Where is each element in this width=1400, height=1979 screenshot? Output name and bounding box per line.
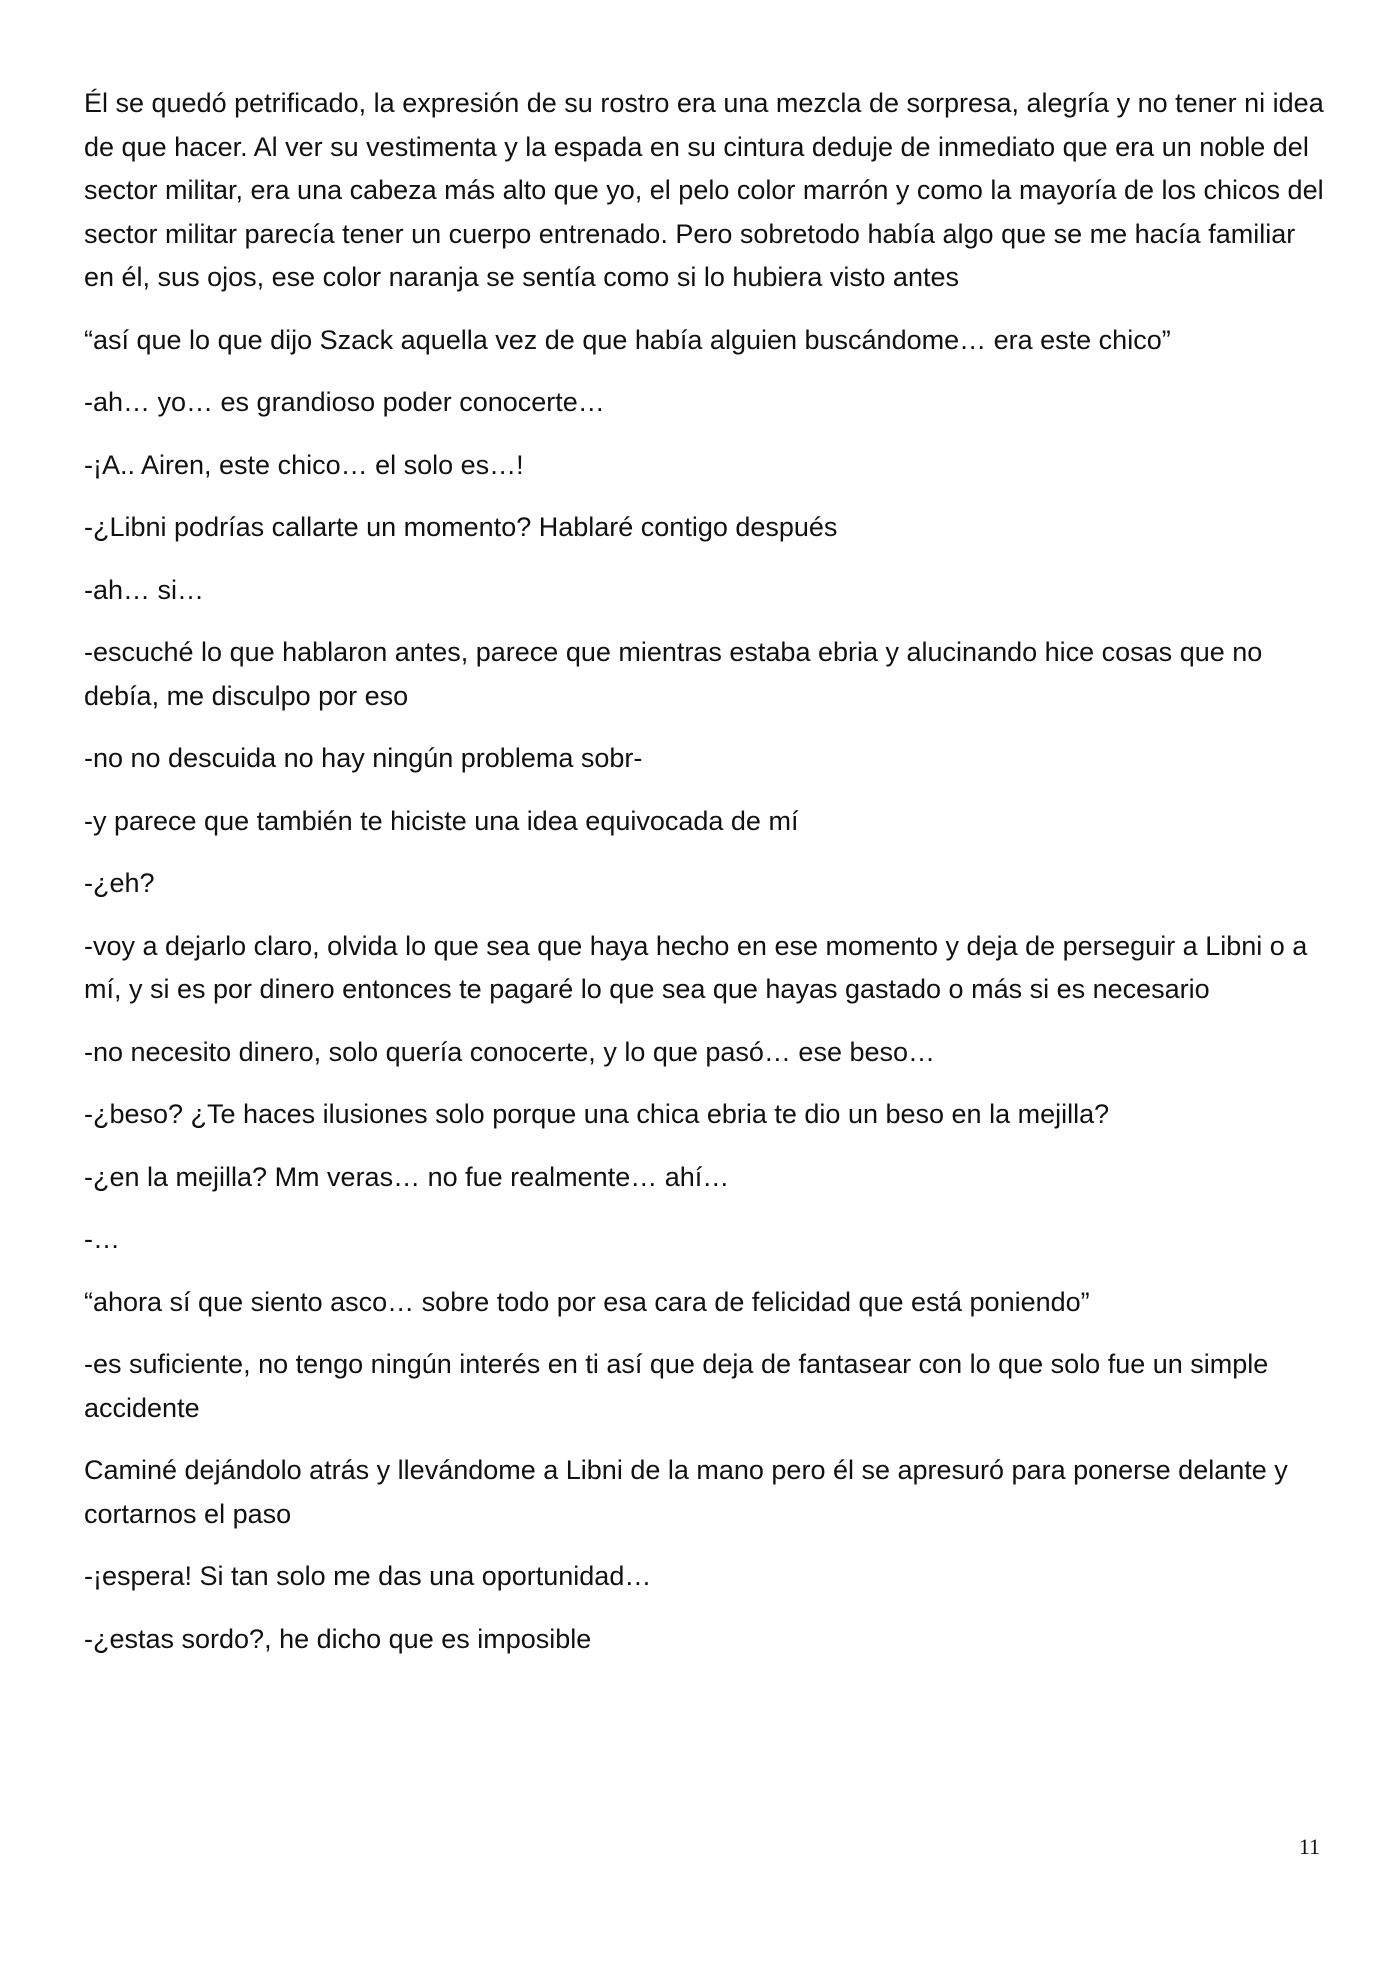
paragraph: -¿Libni podrías callarte un momento? Hablaré contigo después xyxy=(84,512,838,542)
paragraph: “ahora sí que siento asco… sobre todo por esa cara de felicidad que está poniendo” xyxy=(84,1286,1090,1317)
paragraph: -ah… si… xyxy=(84,574,205,605)
page-number: 11 xyxy=(1298,1834,1320,1859)
paragraph: -¿estas sordo?, he dicho que es imposible xyxy=(84,1623,592,1654)
paragraph: -no no descuida no hay ningún problema sobr- xyxy=(84,743,643,773)
paragraph: -¡espera! Si tan solo me das una oportunidad… xyxy=(84,1561,652,1591)
paragraph: -voy a dejarlo claro, olvida lo que sea que haya hecho en ese momento y deja de perseguir a Libni o a mí, y si es por dinero entonces te pagaré lo que sea que hayas gastado o más si es necesario xyxy=(84,930,1308,1004)
paragraph: Caminé dejándolo atrás y llevándome a Libni de la mano pero él se apresuró para ponerse delante y cortarnos el paso xyxy=(84,1455,1288,1529)
paragraph: -¿beso? ¿Te haces ilusiones solo porque una chica ebria te dio un beso en la mejilla? xyxy=(84,1099,1110,1129)
paragraph: Él se quedó petrificado, la expresión de su rostro era una mezcla de sorpresa, alegría y no tener ni idea de que hacer. Al ver su vestimenta y la espada en su cintura deduje de inmediato que era un noble del sector militar, era una cabeza más alto que yo, el pelo color marrón y como la mayoría de los chicos del sector militar parecía tener un cuerpo entrenado. Pero sobretodo había algo que se me hacía familiar en él, sus ojos, ese color naranja se sentía como si lo hubiera visto antes xyxy=(84,88,1324,292)
paragraph: -ah… yo… es grandioso poder conocerte… xyxy=(84,387,605,417)
paragraph: -es suficiente, no tengo ningún interés en ti así que deja de fantasear con lo que solo fue un simple accidente xyxy=(84,1349,1269,1423)
paragraph: -escuché lo que hablaron antes, parece que mientras estaba ebria y alucinando hice cosas que no debía, me disculpo por eso xyxy=(84,637,1263,711)
paragraph: -y parece que también te hiciste una idea equivocada de mí xyxy=(84,805,799,836)
text-body xyxy=(84,82,1329,1680)
paragraph: -¡A.. Airen, este chico… el solo es…! xyxy=(84,449,524,480)
paragraph: “así que lo que dijo Szack aquella vez de que había alguien buscándome… era este chico” xyxy=(84,324,1171,355)
paragraph: -… xyxy=(84,1224,120,1254)
paragraph: -¿en la mejilla? Mm veras… no fue realmente… ahí… xyxy=(84,1161,730,1192)
paragraph: -no necesito dinero, solo quería conocerte, y lo que pasó… ese beso… xyxy=(84,1036,936,1067)
paragraph: -¿eh? xyxy=(84,868,155,898)
